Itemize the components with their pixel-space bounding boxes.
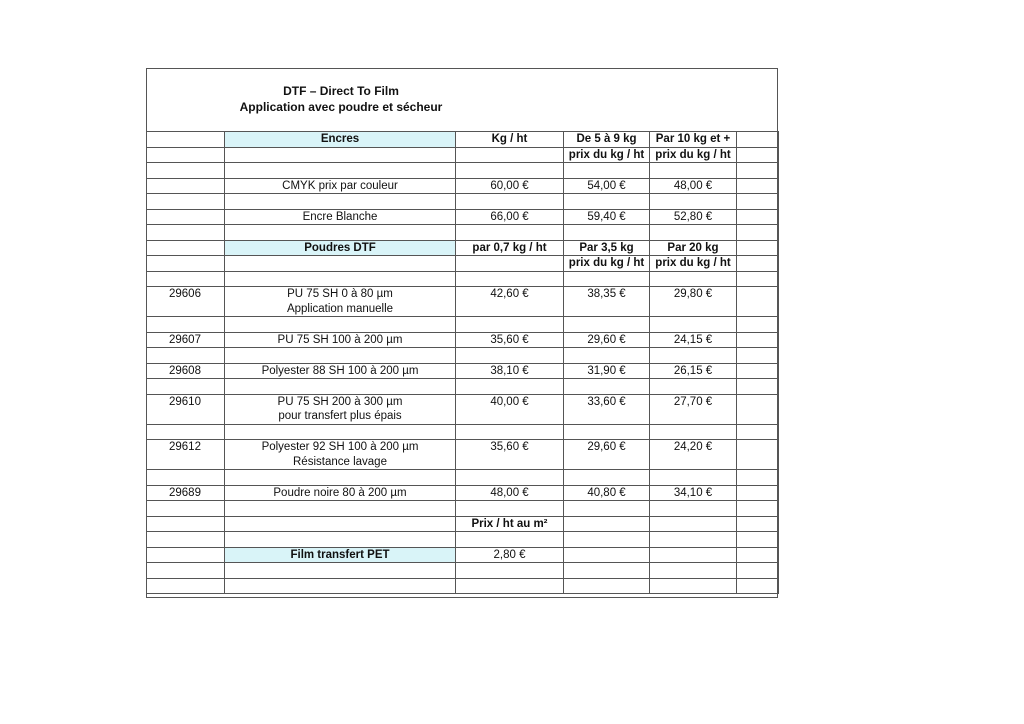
spacer-row [147,501,779,517]
powders-col2-header: Par 3,5 kg [564,240,650,256]
price-table [146,131,779,594]
spacer-row [147,379,779,395]
price-sheet [146,68,779,599]
inks-col2-header: De 5 à 9 kg [564,132,650,148]
spacer-row [147,271,779,287]
powder-row [147,332,779,348]
film-section-label: Film transfert PET [225,547,456,563]
spacer-row [147,194,779,210]
film-header-row [147,516,779,532]
film-row [147,547,779,563]
inks-col2-subheader: prix du kg / ht [564,147,650,163]
spacer-row [147,317,779,333]
product-code: 29612 [147,440,225,455]
ink-row [147,178,779,194]
powder-row [147,440,779,455]
powder-price-1: 42,60 € [456,287,564,302]
ink-price-1: 66,00 € [456,209,564,225]
powder-label: Poudre noire 80 à 200 µm [225,485,456,501]
powder-note: Application manuelle [225,302,456,317]
powder-price-2: 29,60 € [564,440,650,455]
ink-row [147,209,779,225]
powders-col1-header: par 0,7 kg / ht [456,240,564,256]
powder-note: pour transfert plus épais [225,409,456,424]
ink-price-3: 52,80 € [650,209,737,225]
ink-label: CMYK prix par couleur [225,178,456,194]
film-price-header: Prix / ht au m² [456,516,564,532]
powder-note-row [147,302,779,317]
powder-price-2: 29,60 € [564,332,650,348]
ink-price-2: 54,00 € [564,178,650,194]
powders-col2-subheader: prix du kg / ht [564,256,650,272]
inks-col3-subheader: prix du kg / ht [650,147,737,163]
spacer-row [147,578,779,594]
spacer-row [147,163,779,179]
powder-price-2: 40,80 € [564,485,650,501]
powders-section-label: Poudres DTF [225,240,456,256]
powder-note-row [147,409,779,424]
powder-price-3: 24,15 € [650,332,737,348]
powder-price-3: 27,70 € [650,394,737,409]
spacer-row [147,424,779,440]
film-price: 2,80 € [456,547,564,563]
ink-price-3: 48,00 € [650,178,737,194]
powder-price-2: 38,35 € [564,287,650,302]
powder-price-2: 33,60 € [564,394,650,409]
product-code: 29689 [147,485,225,501]
powder-price-1: 40,00 € [456,394,564,409]
spacer-row [147,563,779,579]
powder-price-3: 29,80 € [650,287,737,302]
powder-row [147,394,779,409]
powder-label: PU 75 SH 0 à 80 µm [225,287,456,302]
product-code: 29608 [147,363,225,379]
document-subtitle: Application avec poudre et sécheur [239,100,443,114]
spacer-row [147,348,779,364]
spacer-row [147,470,779,486]
powder-row [147,363,779,379]
inks-col1-header: Kg / ht [456,132,564,148]
ink-price-2: 59,40 € [564,209,650,225]
powder-label: PU 75 SH 200 à 300 µm [225,394,456,409]
powders-subheader-row [147,256,779,272]
powder-price-3: 26,15 € [650,363,737,379]
inks-header-row [147,132,779,148]
document-title: DTF – Direct To Film [283,84,399,98]
powder-price-3: 24,20 € [650,440,737,455]
powder-note-row [147,455,779,470]
powder-price-1: 48,00 € [456,485,564,501]
powders-col3-header: Par 20 kg [650,240,737,256]
powder-price-3: 34,10 € [650,485,737,501]
product-code: 29607 [147,332,225,348]
inks-col3-header: Par 10 kg et + [650,132,737,148]
powder-row [147,287,779,302]
powder-label: Polyester 88 SH 100 à 200 µm [225,363,456,379]
powder-price-1: 35,60 € [456,440,564,455]
powders-header-row [147,240,779,256]
powder-price-1: 38,10 € [456,363,564,379]
powder-row [147,485,779,501]
inks-section-label: Encres [225,132,456,148]
ink-price-1: 60,00 € [456,178,564,194]
spacer-row [147,225,779,241]
inks-subheader-row [147,147,779,163]
powder-price-2: 31,90 € [564,363,650,379]
powder-note: Résistance lavage [225,455,456,470]
powder-label: Polyester 92 SH 100 à 200 µm [225,440,456,455]
product-code: 29606 [147,287,225,302]
ink-label: Encre Blanche [225,209,456,225]
spacer-row [147,532,779,548]
powder-price-1: 35,60 € [456,332,564,348]
powder-label: PU 75 SH 100 à 200 µm [225,332,456,348]
product-code: 29610 [147,394,225,409]
powders-col3-subheader: prix du kg / ht [650,256,737,272]
